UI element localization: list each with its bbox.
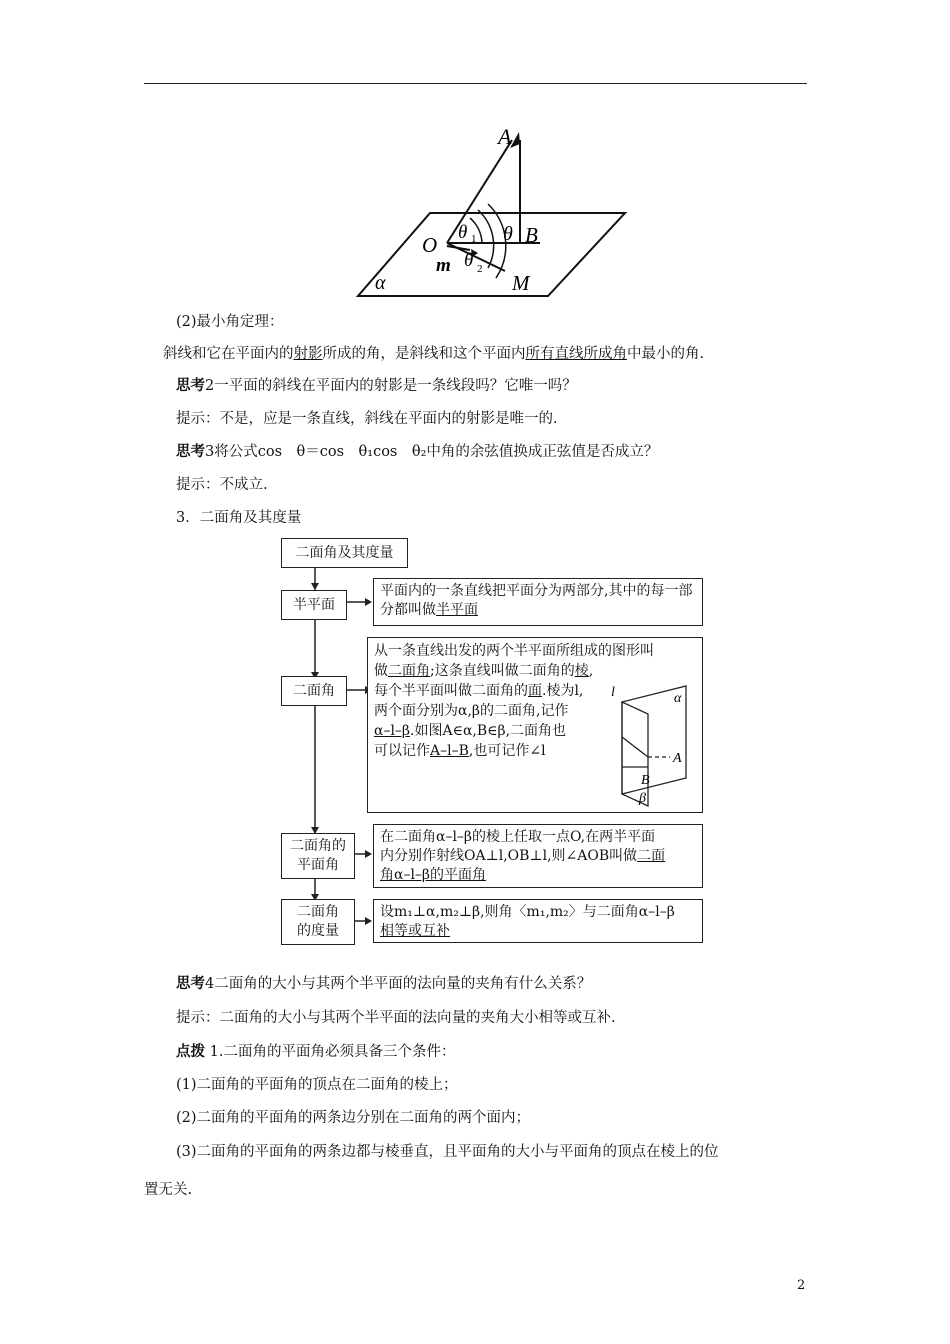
dihedral-line1: 从一条直线出发的两个半平面所组成的图形叫 bbox=[374, 643, 654, 659]
fig-label-A: A bbox=[673, 751, 682, 766]
think-3: 思考3将公式cos θ＝cos θ₁cos θ₂中角的余弦值换成正弦值是否成立？ bbox=[176, 443, 659, 460]
dihedral-line2: 做二面角;这条直线叫做二面角的棱, bbox=[374, 663, 594, 679]
page-number: 2 bbox=[797, 1278, 806, 1293]
label-A: A bbox=[498, 124, 512, 149]
dihedral-flowchart bbox=[275, 536, 715, 948]
flow-dihedral-box bbox=[367, 637, 703, 813]
fig-label-beta: β bbox=[639, 791, 646, 806]
condition-1: (1)二面角的平面角的顶点在二面角的棱上； bbox=[176, 1077, 458, 1093]
dihedral-line6: 可以记作A–l–B,也可记作∠l bbox=[374, 743, 546, 759]
dihedral-figure bbox=[608, 682, 698, 807]
dihedral-line5: α–l–β.如图A∈α,B∈β,二面角也 bbox=[374, 723, 567, 739]
dihedral-line3: 每个半平面叫做二面角的面.棱为l, bbox=[374, 683, 584, 699]
label-M: M bbox=[512, 271, 530, 295]
label-theta2-sub: 2 bbox=[477, 263, 483, 275]
flow-measure-desc: 设m₁⊥α,m₂⊥β,则角〈m₁,m₂〉与二面角α–l–β 相等或互补 bbox=[373, 899, 703, 943]
label-alpha: α bbox=[375, 272, 386, 294]
min-angle-theorem: 斜线和它在平面内的射影所成的角，是斜线和这个平面内所有直线所成角中最小的角. bbox=[163, 346, 705, 362]
think-2: 思考2一平面的斜线在平面内的射影是一条线段吗？它唯一吗？ bbox=[176, 377, 577, 394]
condition-2: (2)二面角的平面角的两条边分别在二面角的两个面内； bbox=[176, 1110, 531, 1126]
condition-3a: (3)二面角的平面角的两条边都与棱垂直，且平面角的大小与平面角的顶点在棱上的位 bbox=[176, 1144, 719, 1160]
flow-dihedral-label: 二面角 bbox=[281, 676, 347, 706]
flow-plane-angle-desc: 在二面角α–l–β的棱上任取一点O,在两半平面 内分别作射线OA⊥l,OB⊥l,则∠AOB叫做二面 角α–l–β的平面角 bbox=[373, 824, 703, 888]
section2-title: (2)最小角定理： bbox=[176, 314, 284, 330]
label-theta1-sub: 1 bbox=[471, 233, 477, 245]
hint-2: 提示：不是，应是一条直线，斜线在平面内的射影是唯一的. bbox=[176, 411, 558, 427]
fig-label-alpha: α bbox=[674, 691, 682, 706]
fig-label-l: l bbox=[611, 685, 615, 700]
section3-title: 3．二面角及其度量 bbox=[176, 510, 302, 526]
label-O: O bbox=[422, 233, 438, 257]
tip: 点拨 1.二面角的平面角必须具备三个条件： bbox=[176, 1043, 456, 1060]
dihedral-line4: 两个面分别为α,β的二面角,记作 bbox=[374, 703, 569, 719]
flow-half-plane-desc: 平面内的一条直线把平面分为两部分,其中的每一部分都叫做半平面 bbox=[373, 578, 703, 626]
fig-label-B: B bbox=[641, 773, 650, 788]
think-4: 思考4二面角的大小与其两个半平面的法向量的夹角有什么关系？ bbox=[176, 975, 592, 992]
label-theta: θ bbox=[503, 223, 513, 245]
condition-3b: 置无关. bbox=[144, 1182, 193, 1198]
label-B: B bbox=[525, 223, 538, 247]
flow-measure-label: 二面角 的度量 bbox=[281, 899, 355, 945]
flow-root: 二面角及其度量 bbox=[281, 538, 408, 568]
label-theta1: θ bbox=[458, 222, 468, 243]
hint-3: 提示：不成立. bbox=[176, 477, 268, 493]
label-theta2: θ bbox=[464, 250, 474, 271]
flow-plane-angle-label: 二面角的 平面角 bbox=[281, 833, 355, 879]
hint-4: 提示：二面角的大小与其两个半平面的法向量的夹角大小相等或互补. bbox=[176, 1010, 616, 1026]
header-rule bbox=[144, 83, 807, 84]
flow-half-plane-label: 半平面 bbox=[281, 590, 347, 620]
label-m: m bbox=[436, 255, 451, 276]
min-angle-figure bbox=[330, 118, 660, 303]
